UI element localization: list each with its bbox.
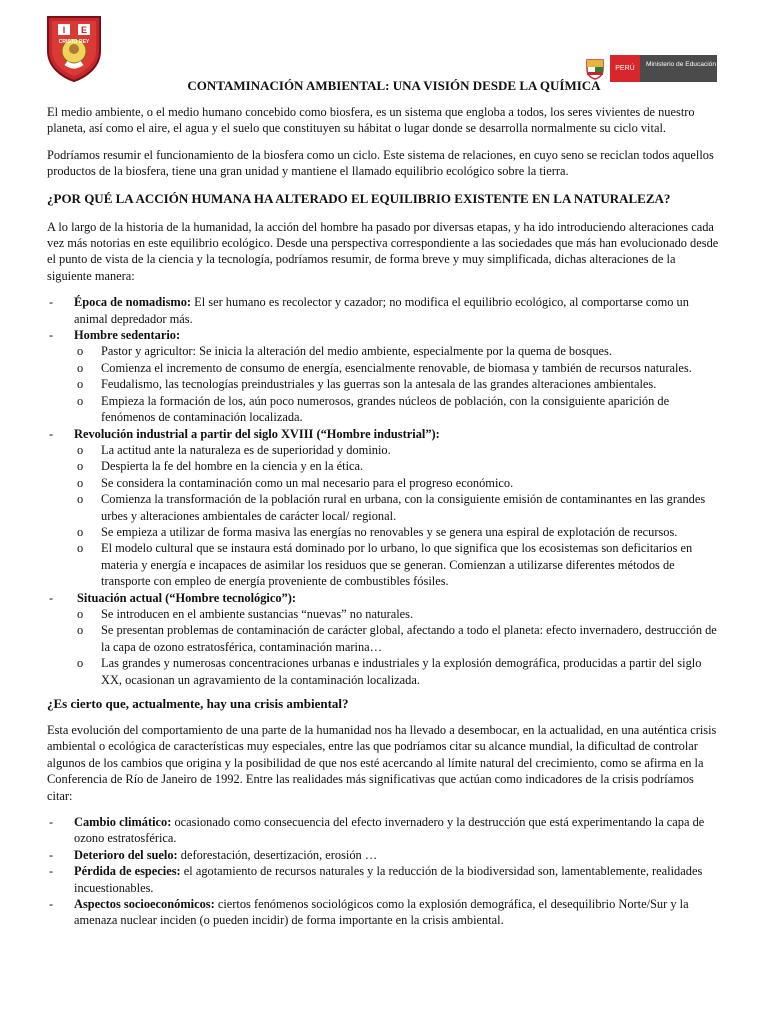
list-item: o El modelo cultural que se instaura está dominado por lo urbano, lo que significa que los ecosistemas son deficitarios en materia y energía e incapaces de asimilar los residuos que se generan. Comienzan a utilizarse diferentes métodos de transporte con empleo de energía proveniente de combustibles fósiles. bbox=[74, 540, 721, 589]
indicator-title: Cambio climático: bbox=[74, 815, 172, 830]
list-item: o Pastor y agricultor: Se inicia la alteración del medio ambiente, especialmente por la quema de bosques. bbox=[74, 343, 721, 359]
list-item: o Se presentan problemas de contaminación de carácter global, afectando a todo el planeta: efecto invernadero, destrucción de la capa de ozono estratosférica, contaminación marina… bbox=[74, 622, 721, 655]
list-item: o Empieza la formación de los, aún poco numerosos, grandes núcleos de población, con la consiguiente aparición de fenómenos de contaminación localizada. bbox=[74, 393, 721, 426]
stage-technological bbox=[47, 590, 721, 688]
list-item: o Despierta la fe del hombre en la ciencia y en la ética. bbox=[74, 458, 721, 474]
intro-paragraph-2: Podríamos resumir el funcionamiento de la biosfera como un ciclo. Este sistema de relaciones, en cuyo seno se reciclan todos aquellos productos de la biosfera, tiene una gran unidad y mantiene el llamado equilibrio ecológico sobre la tierra. bbox=[47, 147, 714, 179]
list-item: o La actitud ante la naturaleza es de superioridad y dominio. bbox=[74, 442, 721, 458]
intro-paragraph-1: El medio ambiente, o el medio humano concebido como biosfera, es un sistema que engloba a todos, los seres vivientes de nuestro planeta, así como el aire, el agua y el suelo que constituyen su hábitat o lugar donde se desarrolla normalmente su ciclo vital. bbox=[47, 105, 695, 136]
ministry-label: Ministerio de Educación bbox=[640, 55, 717, 82]
section1-paragraph: A lo largo de la historia de la humanidad, la acción del hombre ha pasado por diversas etapas, y ha ido introduciendo alteraciones cada vez más notorias en este equilibrio ecológico. Desde una perspectiva correspondiente a las sociedades que más han evolucionado desde el punto de vista de la ciencia y la tecnología, podríamos resumir, de forma breve y muy simplificada, dichas alteraciones de la siguiente manera: bbox=[47, 219, 719, 283]
indicator-text: el agotamiento de recursos naturales y la reducción de la biodiversidad son, lamentablemente, realidades incuestionables. bbox=[74, 864, 703, 895]
list-item bbox=[47, 814, 721, 847]
section2-heading: ¿Es cierto que, actualmente, hay una crisis ambiental? bbox=[47, 696, 349, 711]
stage-nomadism bbox=[47, 294, 721, 327]
list-item: o Se considera la contaminación como un mal necesario para el progreso económico. bbox=[74, 475, 721, 491]
svg-text:CRISTO REY: CRISTO REY bbox=[58, 39, 90, 45]
sub-list bbox=[74, 606, 721, 688]
stage-title: Revolución industrial a partir del siglo XVIII (“Hombre industrial”): bbox=[74, 426, 440, 441]
list-item bbox=[47, 863, 721, 896]
svg-text:I: I bbox=[62, 25, 66, 35]
indicator-text: ciertos fenómenos sociológicos como la explosión demográfica, el desequilibrio Norte/Sur y la amenaza nuclear inciden (o pueden incidir) de forma importante en la crisis ambiental. bbox=[74, 897, 689, 928]
sub-list bbox=[74, 343, 721, 425]
indicator-title: Aspectos socioeconómicos: bbox=[74, 897, 215, 912]
section2-paragraph: Esta evolución del comportamiento de una parte de la humanidad nos ha llevado a desembocar, en la actualidad, en una auténtica crisis ambiental o ecológica de características muy especiales, entre las que podríamos citar su alcance mundial, la dificultad de controlar algunos de los cambios que origina y la posibilidad de que nos esté acercando al límite natural del crecimiento, como se afirma en la Conferencia de Río de Janeiro de 1992. Entre las realidades más significativas que actúan como indicadores de la crisis podríamos citar: bbox=[47, 723, 717, 803]
section1-heading: ¿POR QUÉ LA ACCIÓN HUMANA HA ALTERADO EL EQUILIBRIO EXISTENTE EN LA NATURALEZA? bbox=[47, 190, 671, 206]
stage-title: Situación actual (“Hombre tecnológico”): bbox=[77, 590, 296, 605]
document-title: CONTAMINACIÓN AMBIENTAL: UNA VISIÓN DESDE LA QUÍMICA bbox=[187, 78, 601, 93]
list-item: o Las grandes y numerosas concentraciones urbanas e industriales y la explosión demográfica, producidas a partir del siglo XX, ocasionan un agravamiento de la contaminación localizada. bbox=[74, 655, 721, 688]
svg-text:E: E bbox=[80, 25, 88, 35]
stage-sedentary bbox=[47, 327, 721, 425]
sub-list bbox=[74, 442, 721, 590]
list-item: o Se introducen en el ambiente sustancias “nuevas” no naturales. bbox=[74, 606, 721, 622]
list-item: o Feudalismo, las tecnologías preindustriales y las guerras son la antesala de las grandes alteraciones ambientales. bbox=[74, 376, 721, 392]
document-content bbox=[47, 77, 721, 937]
indicator-title: Deterioro del suelo: bbox=[74, 847, 178, 862]
stage-industrial bbox=[47, 426, 721, 590]
list-item bbox=[47, 896, 721, 929]
school-crest-logo bbox=[44, 13, 104, 83]
indicator-title: Pérdida de especies: bbox=[74, 864, 181, 879]
stage-text: El ser humano es recolector y cazador; no modifica el equilibrio ecológico, al comportarse como un animal depredador más. bbox=[74, 295, 689, 326]
list-item: o Comienza el incremento de consumo de energía, esencialmente renovable, de biomasa y también de recursos naturales. bbox=[74, 360, 721, 376]
indicator-text: ocasionado como consecuencia del efecto invernadero y la destrucción que está experimentando la capa de ozono estratosférica. bbox=[74, 815, 705, 846]
peru-label: PERÚ bbox=[610, 55, 640, 82]
crisis-indicators-list bbox=[47, 814, 721, 929]
stages-list bbox=[47, 294, 721, 688]
stage-title: Época de nomadismo: bbox=[74, 295, 192, 310]
list-item: o Se empieza a utilizar de forma masiva las energías no renovables y se genera una espiral de explotación de recursos. bbox=[74, 524, 721, 540]
list-item: o Comienza la transformación de la población rural en urbana, con la consiguiente emisión de contaminantes en las grandes urbes y alteraciones ambientales de carácter local/ regional. bbox=[74, 491, 721, 524]
list-item bbox=[47, 847, 721, 863]
indicator-text: deforestación, desertización, erosión … bbox=[177, 847, 378, 862]
stage-title: Hombre sedentario: bbox=[74, 328, 181, 343]
